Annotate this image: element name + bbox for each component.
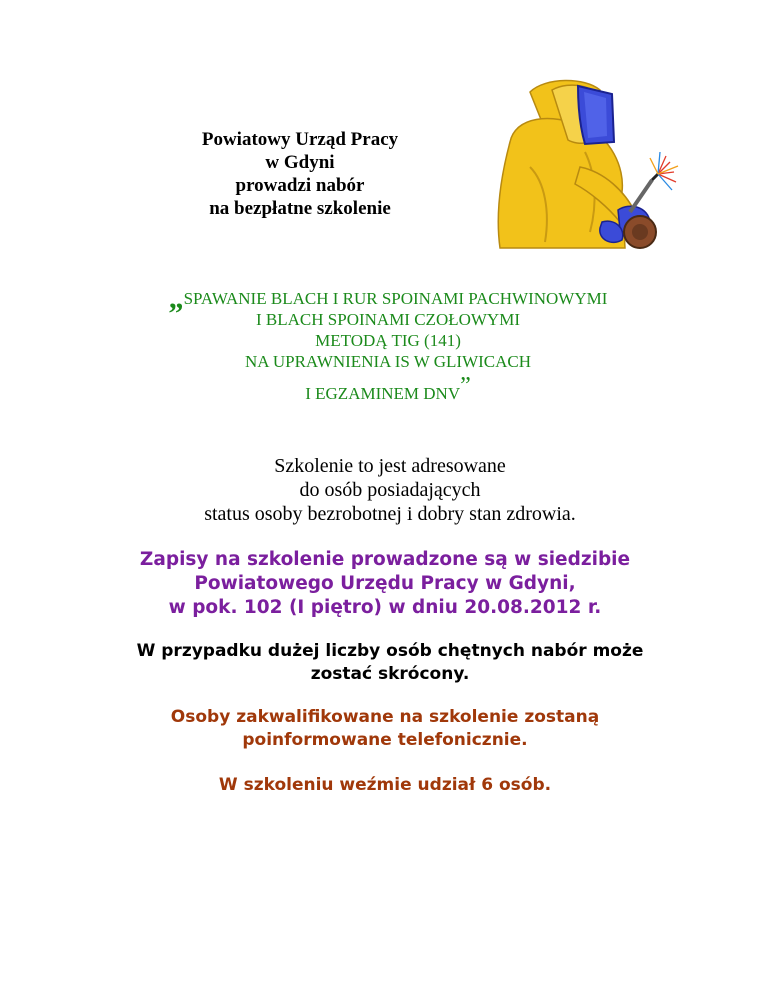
participants-count: W szkoleniu weźmie udział 6 osób.	[218, 775, 552, 795]
header-line: w Gdyni	[265, 152, 335, 173]
course-title-line: NA UPRAWNIENIA IS W GLIWICACH	[244, 352, 532, 371]
header-line: na bezpłatne szkolenie	[209, 198, 391, 219]
header-line: prowadzi nabór	[235, 175, 365, 196]
audience-line: status osoby bezrobotnej i dobry stan zdrowia.	[204, 503, 576, 525]
course-title	[88, 282, 688, 404]
course-title-text: I EGZAMINEM DNV	[305, 384, 461, 403]
audience-line: do osób posiadających	[299, 479, 481, 501]
audience-line: Szkolenie to jest adresowane	[274, 455, 506, 477]
header-announcement	[140, 128, 460, 220]
closing-quote: ”	[460, 373, 471, 399]
info-line: poinformowane telefonicznie.	[242, 730, 528, 750]
course-title-line: METODĄ TIG (141)	[315, 331, 461, 350]
info-line: Osoby zakwalifikowane na szkolenie zostaną	[170, 707, 600, 727]
warning-line: W przypadku dużej liczby osób chętnych nabór może	[136, 641, 644, 661]
qualification-info	[100, 706, 670, 797]
welder-illustration	[490, 72, 680, 250]
warning-line: zostać skrócony.	[310, 664, 470, 684]
course-title-text: SPAWANIE BLACH I RUR SPOINAMI PACHWINOWYMI	[183, 289, 608, 308]
header-line: Powiatowy Urząd Pracy	[201, 129, 399, 150]
recruitment-warning	[80, 640, 700, 686]
enrollment-line: Powiatowego Urzędu Pracy w Gdyni,	[194, 573, 576, 594]
enrollment-line: w pok. 102 (I piętro) w dniu 20.08.2012 r.	[168, 597, 602, 618]
course-title-line: I BLACH SPOINAMI CZOŁOWYMI	[256, 310, 520, 329]
audience-description	[100, 454, 680, 526]
course-title-line	[88, 282, 688, 315]
welder-icon	[490, 72, 680, 250]
opening-quote: „	[168, 282, 184, 315]
enrollment-line: Zapisy na szkolenie prowadzone są w siedzibie	[139, 549, 631, 570]
course-title-line	[88, 373, 688, 404]
enrollment-info	[100, 548, 670, 620]
